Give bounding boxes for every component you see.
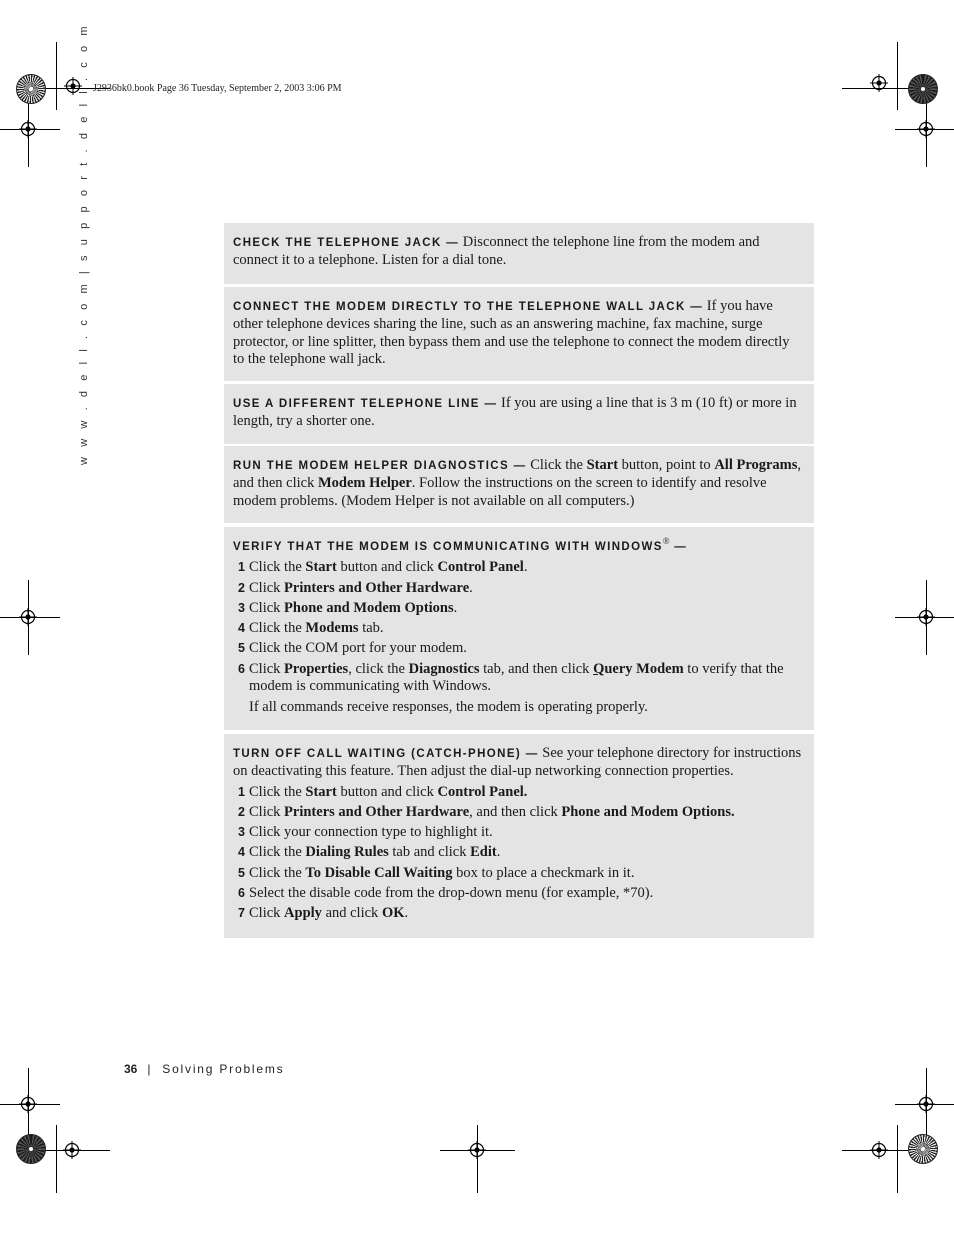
crop-mark (897, 1125, 898, 1193)
step-item: 2 Click Printers and Other Hardware. (238, 579, 473, 596)
starburst-mark-icon (16, 1134, 46, 1164)
registration-target-icon (917, 608, 935, 626)
section-heading: USE A DIFFERENT TELEPHONE LINE — (233, 398, 498, 410)
registration-target-icon (63, 1141, 81, 1159)
section-body: See your telephone directory for instructions on deactivating this feature. Then adjust the dial-up networking connection properties. (233, 745, 802, 780)
section-heading: RUN THE MODEM HELPER DIAGNOSTICS — (233, 460, 527, 472)
step-note: If all commands receive responses, the modem is operating properly. (249, 699, 648, 716)
step-list (233, 784, 803, 923)
step-item: 1 Click the Start button and click Control Panel. (238, 783, 528, 800)
file-info: J2936bk0.book Page 36 Tuesday, September 2, 2003 3:06 PM (93, 83, 342, 94)
step-item: 4 Click the Modems tab. (238, 620, 384, 637)
section-body: If you have other telephone devices sharing the line, such as an answering machine, fax machine, surge protector, or line splitter, then bypass them and use the telephone to connect the modem directly to the telephone wall jack. (233, 298, 790, 367)
section-check-jack (224, 223, 814, 284)
sidebar-url: w w w . d e l l . c o m | s u p p o r t . d e l l . c o m (78, 22, 90, 465)
step-item: 5 Click the COM port for your modem. (238, 640, 467, 657)
starburst-mark-icon (16, 74, 46, 104)
registration-target-icon (468, 1141, 486, 1159)
section-call-waiting (224, 734, 814, 938)
registration-target-icon (917, 1095, 935, 1113)
registration-target-icon (870, 74, 888, 92)
crop-mark (477, 1125, 478, 1193)
step-item: 3 Click Phone and Modem Options. (238, 599, 458, 616)
section-heading: CHECK THE TELEPHONE JACK — (233, 237, 460, 249)
section-verify-windows (224, 527, 814, 730)
registration-target-icon (19, 1095, 37, 1113)
crop-mark (56, 42, 57, 110)
crop-mark (897, 42, 898, 110)
section-heading: TURN OFF CALL WAITING (CATCH-PHONE) — (233, 748, 539, 760)
step-list (233, 559, 803, 695)
section-wall-jack (224, 287, 814, 381)
section-body: If you are using a line that is 3 m (10 ft) or more in length, try a shorter one. (233, 395, 797, 430)
starburst-mark-icon (908, 1134, 938, 1164)
step-item: 4 Click the Dialing Rules tab and click Edit. (238, 844, 501, 861)
section-modem-helper (224, 446, 814, 523)
registration-target-icon (870, 1141, 888, 1159)
section-body: Disconnect the telephone line from the modem and connect it to a telephone. Listen for a dial tone. (233, 234, 760, 269)
section-different-line (224, 384, 814, 444)
section-heading: VERIFY THAT THE MODEM IS COMMUNICATING WITH WINDOWS® — (233, 536, 688, 553)
page-number: 36 (124, 1062, 138, 1076)
registration-target-icon (19, 608, 37, 626)
starburst-mark-icon (908, 74, 938, 104)
step-item: 1 Click the Start button and click Control Panel. (238, 559, 528, 576)
footer-separator: | (147, 1062, 153, 1076)
step-item: 7 Click Apply and click OK. (238, 905, 409, 922)
page-footer (124, 1062, 284, 1076)
section-body: Click the Start button, point to All Programs, and then click Modem Helper. Follow the instructions on the screen to identify and resolve modem problems. (Modem Helper is not available on all computers.) (233, 457, 802, 509)
step-item: 3 Click your connection type to highlight it. (238, 824, 493, 841)
section-heading: CONNECT THE MODEM DIRECTLY TO THE TELEPHONE WALL JACK — (233, 301, 704, 313)
step-item: 6 Click Properties, click the Diagnostics tab, and then click Query Modem to verify that the modem is communicating with Windows. (238, 660, 784, 695)
registration-target-icon (917, 120, 935, 138)
footer-section-title: Solving Problems (162, 1062, 285, 1076)
registration-target-icon (19, 120, 37, 138)
crop-mark (56, 1125, 57, 1193)
step-item: 5 Click the To Disable Call Waiting box to place a checkmark in it. (238, 864, 635, 881)
step-item: 2 Click Printers and Other Hardware, and then click Phone and Modem Options. (238, 803, 735, 820)
step-item: 6 Select the disable code from the drop-down menu (for example, *70). (238, 885, 654, 902)
